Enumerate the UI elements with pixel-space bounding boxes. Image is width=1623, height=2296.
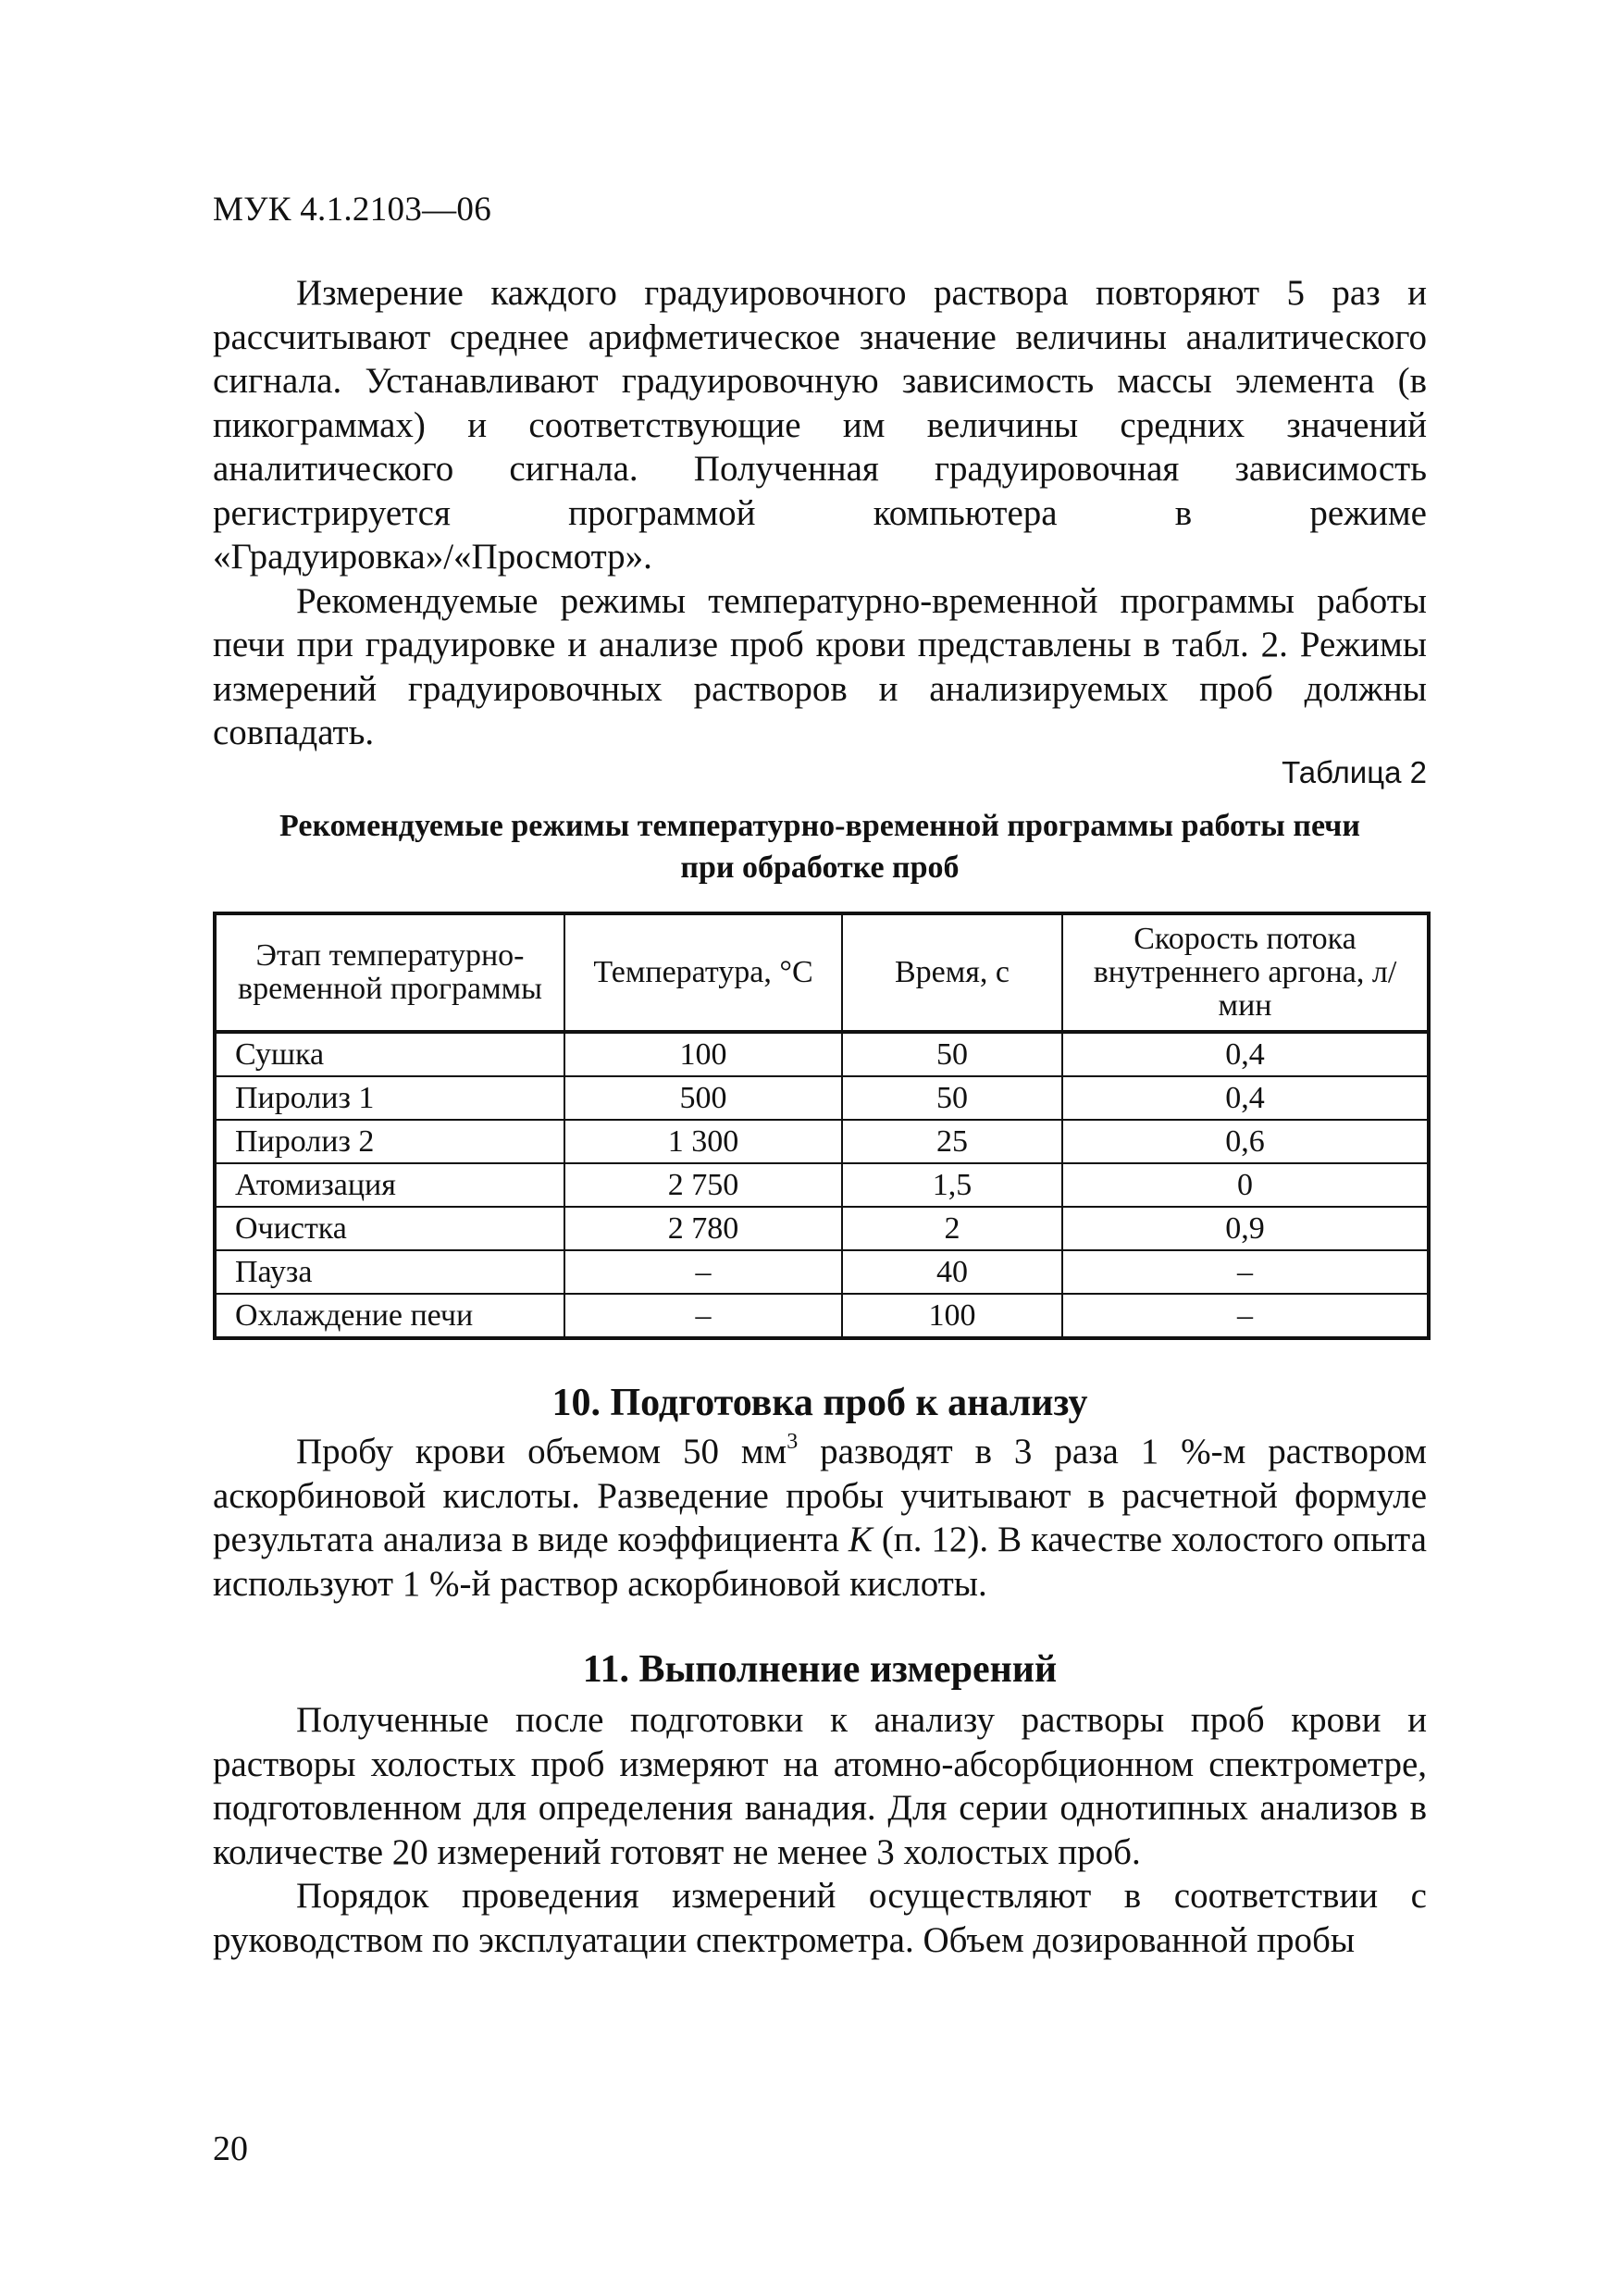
table-row [215,1294,1429,1338]
cell-time: 2 [842,1207,1062,1250]
furnace-program-table [213,912,1431,1340]
paragraph-sample-preparation [213,1430,1427,1606]
sample-prep-text-3: (п. 12). В качестве холостого опыта используют 1 %-й раствор аскорбиновой кислоты. [213,1520,1427,1604]
table-row [215,1163,1429,1207]
intro-text-block [213,271,1427,755]
section-10-heading: 10. Подготовка проб к анализу [551,1382,1088,1424]
cell-argon-flow: 0,9 [1062,1207,1429,1250]
table-row [215,1076,1429,1120]
cell-argon-flow: – [1062,1250,1429,1294]
header-time: Время, с [842,913,1062,1032]
table-header-row [215,913,1429,1032]
cell-time: 1,5 [842,1163,1062,1207]
cell-argon-flow: 0,4 [1062,1032,1429,1076]
paragraph-procedure: Порядок проведения измерений осуществляют в соответствии с руководством по эксплуатации спектрометра. Объем дозированной пробы [213,1876,1427,1960]
cell-argon-flow: – [1062,1294,1429,1338]
cell-time: 50 [842,1032,1062,1076]
table-title-line-1: Рекомендуемые режимы температурно-временной программы работы печи [279,809,1360,843]
table-number-label: Таблица 2 [1282,755,1427,789]
page-number: 20 [213,2129,248,2168]
header-temperature: Температура, °С [564,913,842,1032]
paragraph-regimes: Рекомендуемые режимы температурно-временной программы работы печи при градуировке и анализе проб крови представлены в табл. 2. Режимы измерений градуировочных растворов и анализируемых проб должны совпадать. [213,580,1427,752]
cell-temperature: – [564,1250,842,1294]
cell-argon-flow: 0,4 [1062,1076,1429,1120]
cell-temperature: 100 [564,1032,842,1076]
sample-prep-text-1: Пробу крови объемом 50 мм [296,1432,787,1471]
header-stage: Этап температурно-временной программы [215,913,564,1032]
cell-time: 50 [842,1076,1062,1120]
table-row [215,1250,1429,1294]
cell-temperature: – [564,1294,842,1338]
cell-stage: Очистка [215,1207,564,1250]
paragraph-measurement: Полученные после подготовки к анализу растворы проб крови и растворы холостых проб измеряют на атомно-абсорбционном спектрометре, подготовленном для определения ванадия. Для серии однотипных анализов в количестве 20 измерений готовят не менее 3 холостых проб. [213,1700,1427,1872]
table-row [215,1207,1429,1250]
table-row [215,1032,1429,1076]
cell-stage: Сушка [215,1032,564,1076]
cell-temperature: 1 300 [564,1120,842,1163]
cell-argon-flow: 0,6 [1062,1120,1429,1163]
document-page [213,0,1427,2296]
header-argon-flow: Скорость потока внутреннего аргона, л/мин [1062,913,1429,1032]
document-code: МУК 4.1.2103—06 [213,191,492,229]
cubic-superscript: 3 [787,1430,799,1454]
cell-time: 40 [842,1250,1062,1294]
section-10-text [213,1430,1427,1606]
cell-temperature: 2 780 [564,1207,842,1250]
cell-stage: Атомизация [215,1163,564,1207]
cell-stage: Пиролиз 2 [215,1120,564,1163]
cell-stage: Пиролиз 1 [215,1076,564,1120]
coefficient-variable: K [848,1520,873,1559]
table-title [213,805,1427,888]
sample-prep-text-2: разводят в 3 раза 1 %-м раствором аскорбиновой кислоты. Разведение пробы учитывают в расчетной формуле результата анализа в виде коэффициента [213,1432,1427,1559]
cell-temperature: 500 [564,1076,842,1120]
section-11-text [213,1698,1427,1962]
cell-temperature: 2 750 [564,1163,842,1207]
cell-time: 100 [842,1294,1062,1338]
paragraph-calibration: Измерение каждого градуировочного раствора повторяют 5 раз и рассчитывают среднее арифметическое значение величины аналитического сигнала. Устанавливают градуировочную зависимость массы элемента (в пикограммах) и соответствующие им величины средних значений аналитического сигнала. Полученная градуировочная зависимость регистрируется программой компьютера в режиме «Градуировка»/«Просмотр». [213,273,1427,577]
section-11-heading: 11. Выполнение измерений [582,1648,1058,1691]
table-row [215,1120,1429,1163]
cell-argon-flow: 0 [1062,1163,1429,1207]
cell-stage: Пауза [215,1250,564,1294]
cell-stage: Охлаждение печи [215,1294,564,1338]
table-title-line-2: при обработке проб [680,850,960,885]
cell-time: 25 [842,1120,1062,1163]
